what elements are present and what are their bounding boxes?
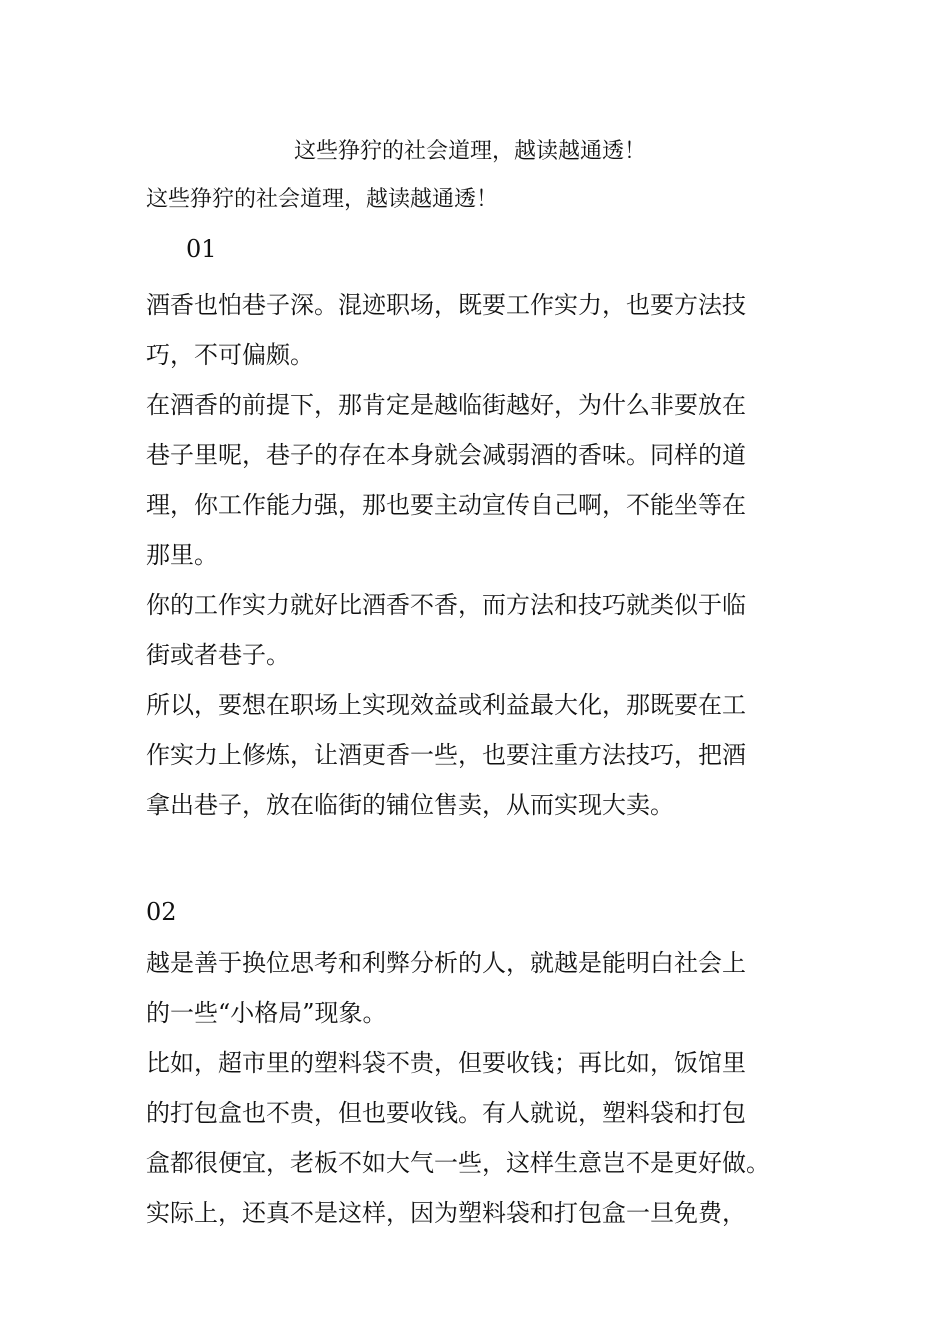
paragraph-line: 巧，不可偏颇。 [146,341,314,369]
section-number-01: 01 [186,235,217,263]
paragraph-line: 盒都很便宜，老板不如大气一些，这样生意岂不是更好做。 [146,1149,770,1177]
paragraph-line: 那里。 [146,541,218,569]
paragraph-line: 你的工作实力就好比酒香不香，而方法和技巧就类似于临 [146,591,746,619]
section-gap [146,830,816,892]
paragraph-line: 比如，超市里的塑料袋不贵，但要收钱；再比如，饭馆里 [146,1049,746,1077]
paragraph-line: 实际上，还真不是这样，因为塑料袋和打包盒一旦免费， [146,1199,746,1227]
paragraph-line: 理，你工作能力强，那也要主动宣传自己啊，不能坐等在 [146,491,746,519]
article-subtitle: 这些狰狞的社会道理，越读越通透！ [146,187,499,212]
paragraph-line: 作实力上修炼，让酒更香一些，也要注重方法技巧，把酒 [146,741,746,769]
document-body [146,182,816,1238]
paragraph-line: 拿出巷子，放在临街的铺位售卖，从而实现大卖。 [146,791,674,819]
section-01-text [146,280,816,830]
section-02-text [146,938,816,1238]
paragraph-line: 的一些“小格局”现象。 [146,999,387,1027]
paragraph-line: 酒香也怕巷子深。混迹职场，既要工作实力，也要方法技 [146,291,746,319]
paragraph-line: 所以，要想在职场上实现效益或利益最大化，那既要在工 [146,691,746,719]
paragraph-line: 越是善于换位思考和利弊分析的人，就越是能明白社会上 [146,949,746,977]
paragraph-line: 街或者巷子。 [146,641,290,669]
paragraph-line: 的打包盒也不贵，但也要收钱。有人就说，塑料袋和打包 [146,1099,746,1127]
document-title: 这些狰狞的社会道理，越读越通透！ [293,139,646,164]
section-number-02: 02 [146,898,177,926]
paragraph-line: 在酒香的前提下，那肯定是越临街越好，为什么非要放在 [146,391,746,419]
paragraph-line: 巷子里呢，巷子的存在本身就会减弱酒的香味。同样的道 [146,441,746,469]
